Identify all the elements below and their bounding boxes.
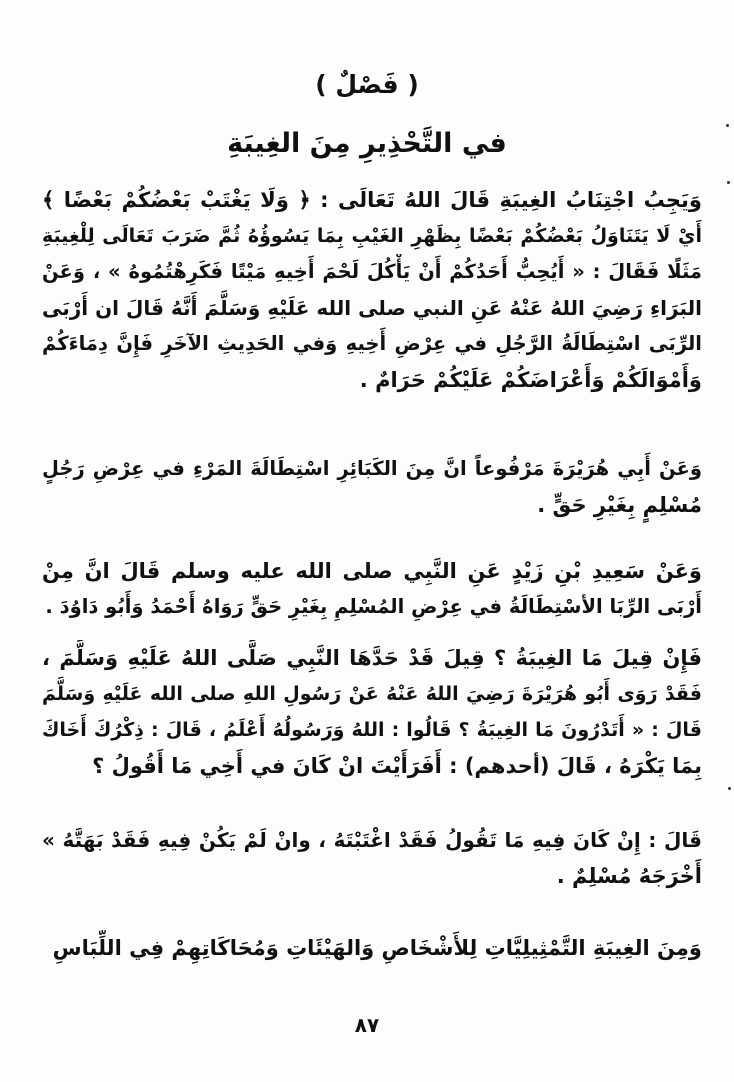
- section-title: في التَّحْذِيرِ مِنَ الغِيبَةِ: [227, 128, 507, 159]
- chapter-heading: ( فَصْلٌ ): [315, 70, 419, 99]
- text-line: أَيْ لَا يَتَنَاوَلُ بَعْضُكُمْ بَعْضًا بِظَهْرِ الغَيْبِ بِمَا يَسُوؤُهُ ثُمَّ ضَرَبَ تَعَالَى لِلْغِيبَةِ: [42, 225, 702, 247]
- text-line: قَالَ : « أَتَدْرُونَ مَا الغِيبَةُ ؟ قَالُوا : اللهُ وَرَسُولُهُ أَعْلَمُ ، قَالَ : ذِكْرُكَ أَخَاكَ: [42, 719, 702, 741]
- scan-speck: [727, 181, 730, 184]
- paragraph-5: [42, 822, 702, 894]
- paragraph-4: [42, 640, 702, 784]
- text-line: وَيَجِبُ اجْتِنَابُ الغِيبَةِ قَالَ اللهُ تَعَالَى : ﴿ وَلَا يَغْتَبْ بَعْضُكُمْ بَعْضًا ﴾: [42, 188, 702, 212]
- text-line: فَقَدْ رَوَى أَبُو هُرَيْرَةَ رَضِيَ اللهُ عَنْهُ عَنْ رَسُولِ اللهِ صلى الله عَلَيْهِ وَسَلَّمَ: [42, 683, 702, 705]
- scan-speck: [726, 124, 729, 127]
- text-line: وَعَنْ سَعِيدِ بْنِ زَيْدٍ عَنِ النَّبِي صلى الله عليه وسلم قَالَ انَّ مِنْ: [42, 559, 702, 583]
- scan-speck: [728, 787, 731, 790]
- text-line: البَرَاءِ رَضِيَ اللهُ عَنْهُ عَنِ النبي صلى الله عَلَيْهِ وَسَلَّمَ أَنَّهُ قَالَ ان أَرْبَى: [42, 296, 702, 320]
- text-line: مُسْلِمٍ بِغَيْرِ حَقٍّ .: [537, 493, 702, 517]
- text-line: وَمِنَ الغِيبَةِ التَّمْثِيلِيَّاتِ لِلأَشْخَاصِ وَالهَيْئَاتِ وَمُحَاكَاتِهِمْ فِي اللِّبَاسِ: [52, 936, 702, 960]
- text-line: أَرْبَى الرِّبَا الأسْتِطَالَةُ في عِرْضِ المُسْلِمِ بِغَيْرِ حَقٍّ رَوَاهُ أَحْمَدُ وَأَبُو دَاوُدَ .: [45, 595, 702, 618]
- text-line: فَإِنْ قِيلَ مَا الغِيبَةُ ؟ قِيلَ قَدْ حَدَّهَا النَّبِي صَلَّى اللهُ عَلَيْهِ وَسَلَّمَ ،: [42, 646, 702, 670]
- paragraph-3: [42, 553, 702, 625]
- text-line: مَثَلًا فَقَالَ : « أَيُحِبُّ أَحَدُكُمْ أَنْ يَأْكُلَ لَحْمَ أَخِيهِ مَيْتًا فَكَرِهْتُمُوهُ » ، وَعَنْ: [42, 260, 702, 283]
- text-line: وَعَنْ أَبِي هُرَيْرَةَ مَرْفُوعاً انَّ مِنَ الكَبَائِرِ اسْتِطَالَةَ المَرْءِ في عِرْضِ رَجُلٍ: [42, 457, 702, 480]
- text-line: أَخْرَجَهُ مُسْلِمٌ .: [556, 864, 702, 888]
- text-line: الرِّبَى اسْتِطَالَةُ الرَّجُلِ في عِرْضِ أَخِيهِ وَفي الحَدِيثِ الآخَرِ فَإِنَّ دِمَاءَكُمْ: [42, 332, 702, 355]
- paragraph-6: [42, 930, 702, 966]
- text-line: وَأَمْوَالَكُمْ وَأَعْرَاضَكُمْ عَلَيْكُمْ حَرَامٌ .: [359, 368, 702, 392]
- paragraph-2: [42, 451, 702, 523]
- page-number: ٨٧: [354, 1013, 380, 1037]
- paragraph-1: [42, 182, 702, 398]
- text-line: بِمَا يَكْرَهُ ، قَالَ (أحدهم) : أَفَرَأَيْتَ انْ كَانَ في أَخِي مَا أَقُولُ ؟: [92, 754, 702, 778]
- text-line: قَالَ : إِنْ كَانَ فِيهِ مَا تَقُولُ فَقَدْ اغْتَبْتَهُ ، وانْ لَمْ يَكُنْ فِيهِ فَقَدْ بَهَتَّهُ »: [42, 828, 702, 852]
